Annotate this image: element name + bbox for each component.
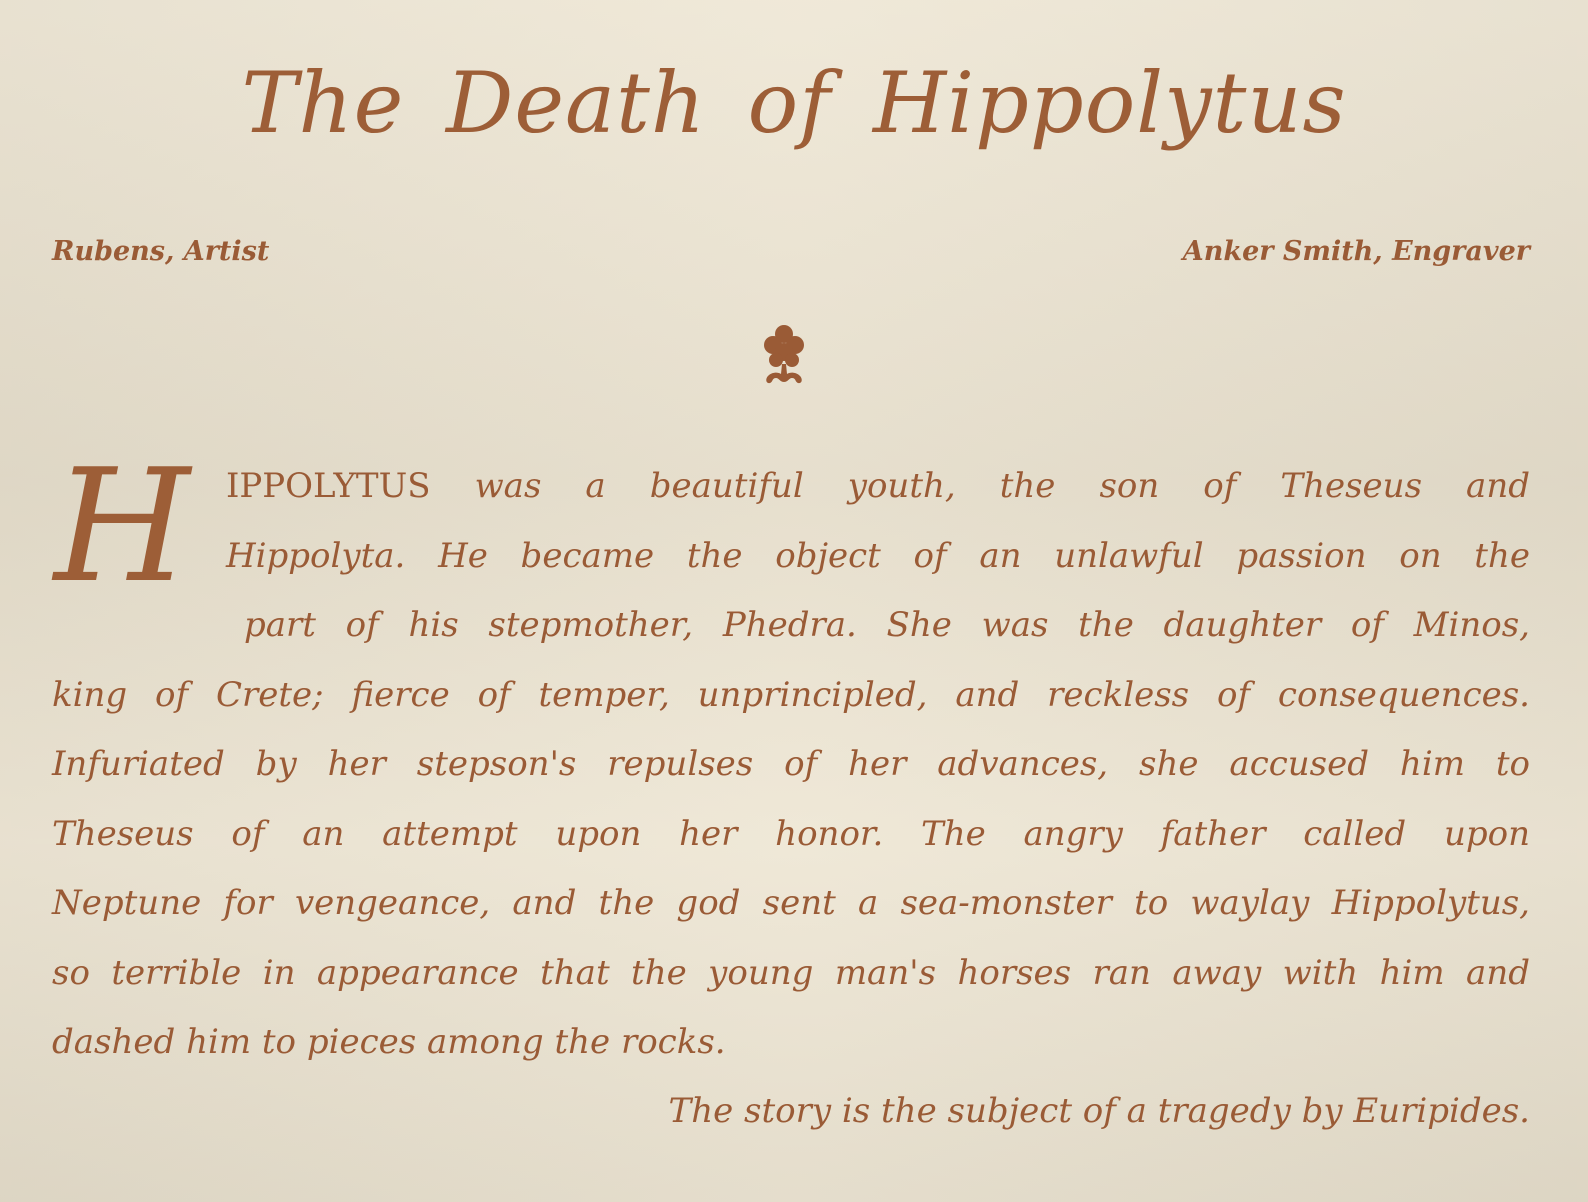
engraver-credit: Anker Smith, Engraver — [1182, 236, 1530, 267]
artist-credit: Rubens, Artist — [52, 236, 270, 267]
body-paragraph — [52, 435, 1530, 1078]
floral-ornament-icon — [756, 320, 812, 392]
body-line-3: part of his stepmother, Phedra. She was the daughter of Minos, — [244, 605, 1530, 645]
first-word-rest: IPPOLYTUS — [226, 466, 431, 506]
body-line-4: king of Crete; fierce of temper, unprincipled, and reckless of consequences. — [52, 674, 1530, 715]
body-line-7: Neptune for vengeance, and the god sent a sea-monster to waylay Hippolytus, — [52, 883, 1530, 923]
body-line-1-text: was a beautiful youth, the son of Theseus and — [430, 466, 1530, 506]
body-line-2: Hippolyta. He became the object of an unlawful passion on the — [226, 535, 1530, 576]
body-line-5: Infuriated by her stepson's repulses of her advances, she accused him to — [52, 744, 1530, 784]
page-title: The Death of Hippolytus — [241, 54, 1347, 152]
credits-row — [52, 232, 1530, 272]
closing-line: The story is the subject of a tragedy by Euripides. — [668, 1091, 1530, 1131]
body-line-8: so terrible in appearance that the young man's horses ran away with him and — [52, 952, 1530, 993]
body-line-1 — [52, 452, 1530, 522]
drop-cap: H — [54, 435, 191, 617]
body-line-9: dashed him to pieces among the rocks. — [52, 1022, 726, 1062]
body-line-6: Theseus of an attempt upon her honor. The angry father called upon — [52, 813, 1530, 854]
